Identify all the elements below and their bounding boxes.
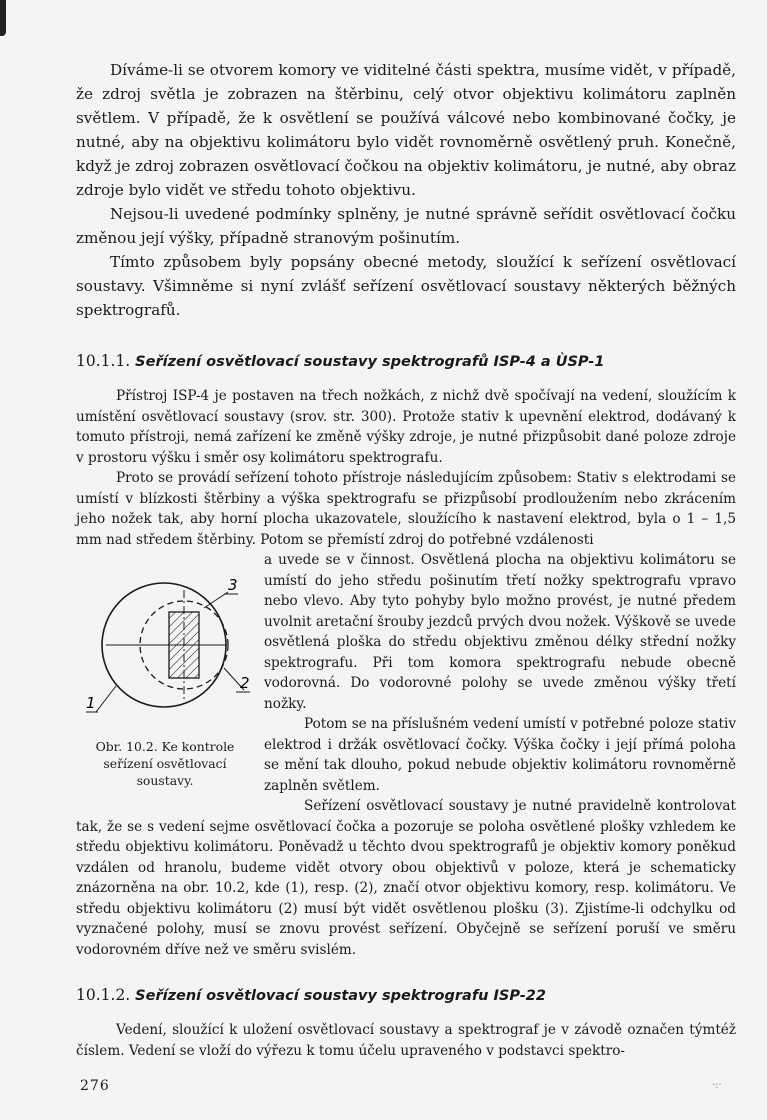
section-title: Seřízení osvětlovací soustavy spektrografů ISP-4 a ÙSP-1: [135, 354, 605, 370]
page-number: 276: [80, 1078, 110, 1094]
page-body: [76, 58, 736, 1061]
intro-paragraph-1: Díváme-li se otvorem komory ve viditelné části spektra, musíme vidět, v případě, že zdroj světla je zobrazen na štěrbinu, celý otvor objektivu kolimátoru zaplněn světlem. V případě, že k osvětlení se používá válcové nebo kombinované čočky, je nutné, aby na objektivu kolimátoru bylo vidět rovnoměrně osvětlený pruh. Konečně, když je zdroj zobrazen osvětlovací čočkou na objektiv kolimátoru, je nutné, aby obraz zdroje bylo vidět ve středu tohoto objektivu.: [76, 61, 736, 199]
figure-wrap-block: [76, 550, 736, 960]
section-number: 10.1.2.: [76, 986, 131, 1004]
leader-line-1: [96, 686, 116, 712]
intro-paragraph-3: Tímto způsobem byly popsány obecné metody, sloužící k seřízení osvětlovací soustavy. Všimněme si nyní zvlášť seřízení osvětlovací soustavy některých běžných spektrografů.: [76, 253, 736, 319]
section1-paragraph-1: Přístroj ISP-4 je postaven na třech nožkách, z nichž dvě spočívají na vedení, sloužícím k umístění osvětlovací soustavy (srov. str. 300). Protože stativ k upevnění elektrod, dodávaný k tomuto přístroji, nemá zařízení ke změně výšky zdroje, je nutné přizpůsobit dané poloze zdroje v prostoru výšku i směr osy kolimátoru spektrografu.: [76, 388, 736, 466]
figure-label-3: 3: [228, 576, 238, 594]
figure-label-1: 1: [86, 694, 96, 712]
section-heading-10-1-2: [76, 986, 736, 1004]
figure-label-2: 2: [240, 674, 250, 692]
section1-paragraph-5: Seřízení osvětlovací soustavy je nutné pravidelně kontrolovat tak, že se s vedení sejme osvětlovací čočka a pozoruje se poloha osvětlené plošky vzhledem ke středu objektivu kolimátoru. Poněvadž u těchto dvou spektrografů je objektiv komory poněkud vzdálen od hranolu, budeme vidět otvory obou objektivů v poloze, která je schematicky znázorněna na obr. 10.2, kde (1), resp. (2), značí otvor objektivu komory, resp. kolimátoru. Ve středu objektivu kolimátoru (2) musí být vidět osvětlenou plošku (3). Zjistíme-li odchylku od vyznačené polohy, musí se znovu provést seřízení. Obyčejně se seřízení poruší ve směru vodorovném dříve než ve směru svislém.: [76, 798, 736, 958]
section1-paragraph-2: Proto se provádí seřízení tohoto přístroje následujícím způsobem: Stativ s elektrodami se umístí v blízkosti štěrbiny a výška spektrografu se přizpůsobí prodloužením nebo zkrácením jeho nožek tak, aby horní plocha ukazovatele, sloužícího k nastavení elektrod, byla o 1 – 1,5 mm nad středem štěrbiny. Potom se přemístí zdroj do potřebné vzdálenosti: [76, 470, 736, 548]
section2-paragraph-1: Vedení, sloužící k uložení osvětlovací soustavy a spektrograf je v závodě označen týmtéž číslem. Vedení se vloží do výřezu k tomu účelu upraveného v podstavci spektro-: [76, 1022, 736, 1059]
intro-paragraph-2: Nejsou-li uvedené podmínky splněny, je nutné správně seřídit osvětlovací čočku změnou její výšky, případně stranovým pošinutím.: [76, 205, 736, 247]
figure-diagram: [76, 550, 254, 740]
section-number: 10.1.1.: [76, 352, 131, 370]
page-edge-mark: [0, 0, 6, 36]
section1-paragraph-3: a uvede se v činnost. Osvětlená plocha na objektivu kolimátoru se umístí do jeho středu pošinutím třetí nožky spektrografu vpravo nebo vlevo. Aby tyto pohyby bylo možno provést, je nutné předem uvolnit aretační šrouby jezdců prvých dvou nožek. Výškově se uvede osvětlená ploška do středu objektivu změnou délky střední nožky spektrografu. Při tom komora spektrografu nebude obecně vodorovná. Do vodorovné polohy se uvede změnou výšky třetí nožky.: [264, 552, 736, 712]
illuminated-spot-rect: [169, 612, 199, 678]
figure-10-2: [76, 550, 254, 800]
figure-caption: Obr. 10.2. Ke kontrole seřízení osvětlovací soustavy.: [95, 739, 235, 788]
section-heading-10-1-1: [76, 352, 736, 370]
corner-mark: ·:·: [712, 1080, 722, 1091]
section1-paragraph-4: Potom se na příslušném vedení umístí v potřebné poloze stativ elektrod i držák osvětlovací čočky. Výška čočky i její přímá poloha se mění tak dlouho, pokud nebude objektiv kolimátoru rovnoměrně zaplněn světlem.: [264, 716, 736, 794]
section-title: Seřízení osvětlovací soustavy spektrografu ISP-22: [135, 988, 546, 1004]
